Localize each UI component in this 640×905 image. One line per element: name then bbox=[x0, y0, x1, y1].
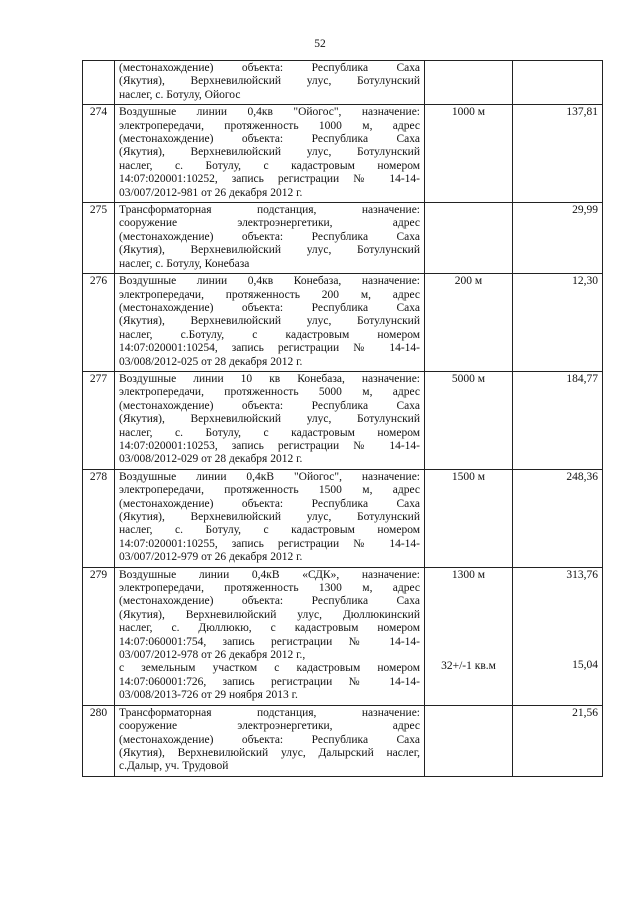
description-line: Воздушные линии 0,4кв Конебаза, назначение: bbox=[119, 275, 420, 288]
description-line: наслег, с. Ботулу, с кадастровым номером bbox=[119, 159, 420, 172]
description-line: Трансформаторная подстанция, назначение: bbox=[119, 706, 420, 719]
description-line: 03/008/2012-029 от 28 декабря 2012 г. bbox=[119, 453, 303, 466]
description-line: (Якутия), Верхневилюйский улус, Ботулунский bbox=[119, 146, 420, 159]
description-line: электропередачи, протяженность 5000 м, адрес bbox=[119, 386, 420, 399]
page-number: 52 bbox=[314, 38, 326, 50]
value-cell bbox=[513, 567, 603, 705]
size-cell bbox=[425, 371, 513, 469]
description-line: (Якутия), Верхневилюйский улус, Ботулунский bbox=[119, 511, 420, 523]
description-line: с земельным участком с кадастровым номером bbox=[119, 662, 420, 675]
description-line: Воздушные линии 10 кв Конебаза, назначение: bbox=[119, 372, 420, 385]
description-line: (Якутия), Верхневилюйский улус, Ботулунский bbox=[119, 244, 420, 257]
description-cell bbox=[115, 61, 425, 105]
description-cell bbox=[115, 274, 425, 372]
description-line: наслег, с. Ботулу, с кадастровым номером bbox=[119, 426, 420, 439]
description-line: 03/008/2012-025 от 28 декабря 2012 г. bbox=[119, 355, 303, 368]
row-number-cell: 278 bbox=[83, 469, 115, 567]
description-cell bbox=[115, 469, 425, 567]
cost-value: 21,56 bbox=[572, 706, 598, 719]
cost-value: 12,30 bbox=[572, 275, 598, 288]
description-line: 14:07:020001:10253, запись регистрации № 14-14- bbox=[119, 439, 420, 452]
description-line: электропередачи, протяженность 1500 м, адрес bbox=[119, 484, 420, 497]
description-line: электропередачи, протяженность 1300 м, адрес bbox=[119, 582, 420, 595]
row-number-cell: 279 bbox=[83, 567, 115, 705]
description-line: (местонахождение) объекта: Республика Саха bbox=[119, 733, 420, 746]
description-line: 14:07:060001:754, запись регистрации № 14-14- bbox=[119, 635, 420, 648]
description-line: (местонахождение) объекта: Республика Саха bbox=[119, 62, 420, 74]
description-line: Воздушные линии 0,4кв "Ойогос", назначение: bbox=[119, 106, 420, 119]
description-line: 03/007/2012-981 от 26 декабря 2012 г. bbox=[119, 186, 303, 199]
description-cell bbox=[115, 705, 425, 776]
table-row bbox=[83, 274, 603, 372]
size-cell bbox=[425, 274, 513, 372]
description-line: (местонахождение) объекта: Республика Саха bbox=[119, 399, 420, 412]
cost-value: 313,76 bbox=[566, 568, 598, 581]
value-cell bbox=[513, 203, 603, 274]
description-line: 03/007/2012-978 от 26 декабря 2012 г., bbox=[119, 649, 306, 662]
description-line: электропередачи, протяженность 1000 м, адрес bbox=[119, 119, 420, 132]
value-cell bbox=[513, 61, 603, 105]
description-line: 14:07:020001:10254, запись регистрации № 14-14- bbox=[119, 342, 420, 355]
description-line: Воздушные линии 0,4кВ "Ойогос", назначение: bbox=[119, 470, 420, 483]
description-cell bbox=[115, 567, 425, 705]
description-line: 03/007/2012-979 от 26 декабря 2012 г. bbox=[119, 551, 303, 564]
cost-value: 29,99 bbox=[572, 204, 598, 217]
value-cell bbox=[513, 371, 603, 469]
description-line: Трансформаторная подстанция, назначение: bbox=[119, 204, 420, 217]
size-cell bbox=[425, 469, 513, 567]
description-line: 14:07:020001:10255, запись регистрации № 14-14- bbox=[119, 537, 420, 550]
value-cell bbox=[513, 274, 603, 372]
size-value-secondary: 32+/-1 кв.м bbox=[441, 660, 496, 673]
description-line: (Якутия), Верхневилюйский улус, Ботулунский bbox=[119, 315, 420, 328]
table-row bbox=[83, 61, 603, 105]
description-line: (местонахождение) объекта: Республика Саха bbox=[119, 133, 420, 146]
description-line: наслег, с. Ботулу, Конебаза bbox=[119, 257, 250, 270]
size-value: 1500 м bbox=[451, 470, 486, 483]
size-cell bbox=[425, 567, 513, 705]
description-line: (Якутия), Верхневилюйский улус, Дюллюкинский bbox=[119, 608, 420, 621]
description-line: (местонахождение) объекта: Республика Саха bbox=[119, 497, 420, 510]
description-line: наслег, с. Дюллюкю, с кадастровым номером bbox=[119, 622, 420, 635]
property-registry-table bbox=[82, 60, 603, 777]
description-line: (Якутия), Верхневилюйский улус, Далырский наслег, bbox=[119, 746, 420, 759]
row-number-cell bbox=[83, 61, 115, 105]
cost-value-secondary: 15,04 bbox=[572, 659, 598, 672]
table-row bbox=[83, 203, 603, 274]
description-line: сооружение электроэнергетики, адрес bbox=[119, 720, 420, 733]
table-row bbox=[83, 105, 603, 203]
registry-table-body bbox=[83, 61, 603, 777]
description-line: с.Далыр, уч. Трудовой bbox=[119, 760, 229, 773]
cost-value: 184,77 bbox=[566, 372, 598, 385]
description-line: наслег, с.Ботулу, с кадастровым номером bbox=[119, 328, 420, 341]
value-cell bbox=[513, 705, 603, 776]
description-line: (местонахождение) объекта: Республика Саха bbox=[119, 230, 420, 243]
description-cell bbox=[115, 203, 425, 274]
description-line: наслег, с. Ботулу, Ойогос bbox=[119, 88, 241, 101]
description-line: сооружение электроэнергетики, адрес bbox=[119, 217, 420, 230]
description-line: (местонахождение) объекта: Республика Саха bbox=[119, 595, 420, 608]
size-cell bbox=[425, 203, 513, 274]
size-value: 1300 м bbox=[451, 568, 486, 581]
size-cell bbox=[425, 61, 513, 105]
description-line: Воздушные линии 0,4кВ «СДК», назначение: bbox=[119, 568, 420, 581]
cost-value: 137,81 bbox=[566, 106, 598, 119]
table-row bbox=[83, 567, 603, 705]
table-row bbox=[83, 371, 603, 469]
table-row bbox=[83, 469, 603, 567]
row-number-cell: 276 bbox=[83, 274, 115, 372]
row-number-cell: 274 bbox=[83, 105, 115, 203]
description-line: (местонахождение) объекта: Республика Саха bbox=[119, 301, 420, 314]
size-value: 1000 м bbox=[451, 106, 486, 119]
value-cell bbox=[513, 469, 603, 567]
description-cell bbox=[115, 371, 425, 469]
size-cell bbox=[425, 105, 513, 203]
size-value: 200 м bbox=[454, 275, 483, 288]
row-number-cell: 280 bbox=[83, 705, 115, 776]
description-line: (Якутия), Верхневилюйский улус, Ботулунский bbox=[119, 413, 420, 426]
description-line: 14:07:060001:726, запись регистрации № 14-14- bbox=[119, 675, 420, 688]
description-line: (Якутия), Верхневилюйский улус, Ботулунский bbox=[119, 75, 420, 88]
description-cell bbox=[115, 105, 425, 203]
row-number-cell: 275 bbox=[83, 203, 115, 274]
cost-value: 248,36 bbox=[566, 470, 598, 483]
description-line: 03/008/2013-726 от 29 ноября 2013 г. bbox=[119, 689, 298, 702]
description-line: 14:07:020001:10252, запись регистрации № 14-14- bbox=[119, 173, 420, 186]
size-cell bbox=[425, 705, 513, 776]
table-row bbox=[83, 705, 603, 776]
description-line: электропередачи, протяженность 200 м, адрес bbox=[119, 288, 420, 301]
size-value: 5000 м bbox=[451, 372, 486, 385]
value-cell bbox=[513, 105, 603, 203]
row-number-cell: 277 bbox=[83, 371, 115, 469]
description-line: наслег, с. Ботулу, с кадастровым номером bbox=[119, 524, 420, 537]
